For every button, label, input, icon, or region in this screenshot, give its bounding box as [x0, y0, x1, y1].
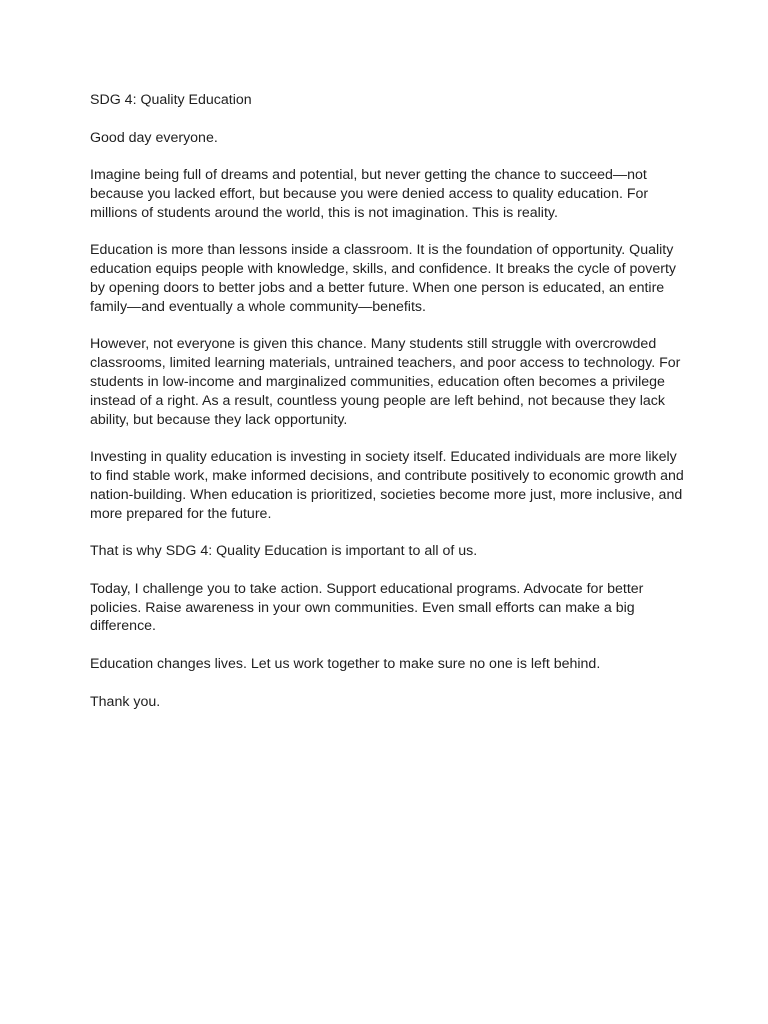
paragraph-greeting: Good day everyone. — [90, 129, 218, 146]
document-title: SDG 4: Quality Education — [90, 92, 252, 108]
paragraph-imagine: Imagine being full of dreams and potential, but never getting the chance to succeed—not because you lacked effort, but because you were denied access to quality education. For millions of students around the world, this is not imagination. This is reality. — [90, 167, 649, 221]
document-body — [90, 91, 684, 730]
paragraph-investing: Investing in quality education is investing in society itself. Educated individuals are more likely to find stable work, make informed decisions, and contribute positively to economic growth and nation-building. When education is prioritized, societies become more just, more inclusive, and more prepared for the future. — [90, 449, 684, 522]
paragraph-importance: That is why SDG 4: Quality Education is important to all of us. — [90, 543, 478, 560]
paragraph-struggles: However, not everyone is given this chance. Many students still struggle with overcrowded classrooms, limited learning materials, untrained teachers, and poor access to technology. For students in low-income and marginalized communities, education often becomes a privilege instead of a right. As a result, countless young people are left behind, not because they lack ability, but because they lack opportunity. — [90, 336, 681, 428]
paragraph-thank-you: Thank you. — [90, 693, 161, 710]
paragraph-changes-lives: Education changes lives. Let us work together to make sure no one is left behind. — [90, 655, 601, 672]
paragraph-education-foundation: Education is more than lessons inside a classroom. It is the foundation of opportunity. Quality education equips people with knowledge, skills, and confidence. It breaks the cycle of poverty by opening doors to better jobs and a better future. When one person is educated, an entire family—and eventually a whole community—benefits. — [90, 242, 676, 315]
paragraph-call-to-action: Today, I challenge you to take action. Support educational programs. Advocate for better policies. Raise awareness in your own communities. Even small efforts can make a big difference. — [90, 580, 644, 635]
